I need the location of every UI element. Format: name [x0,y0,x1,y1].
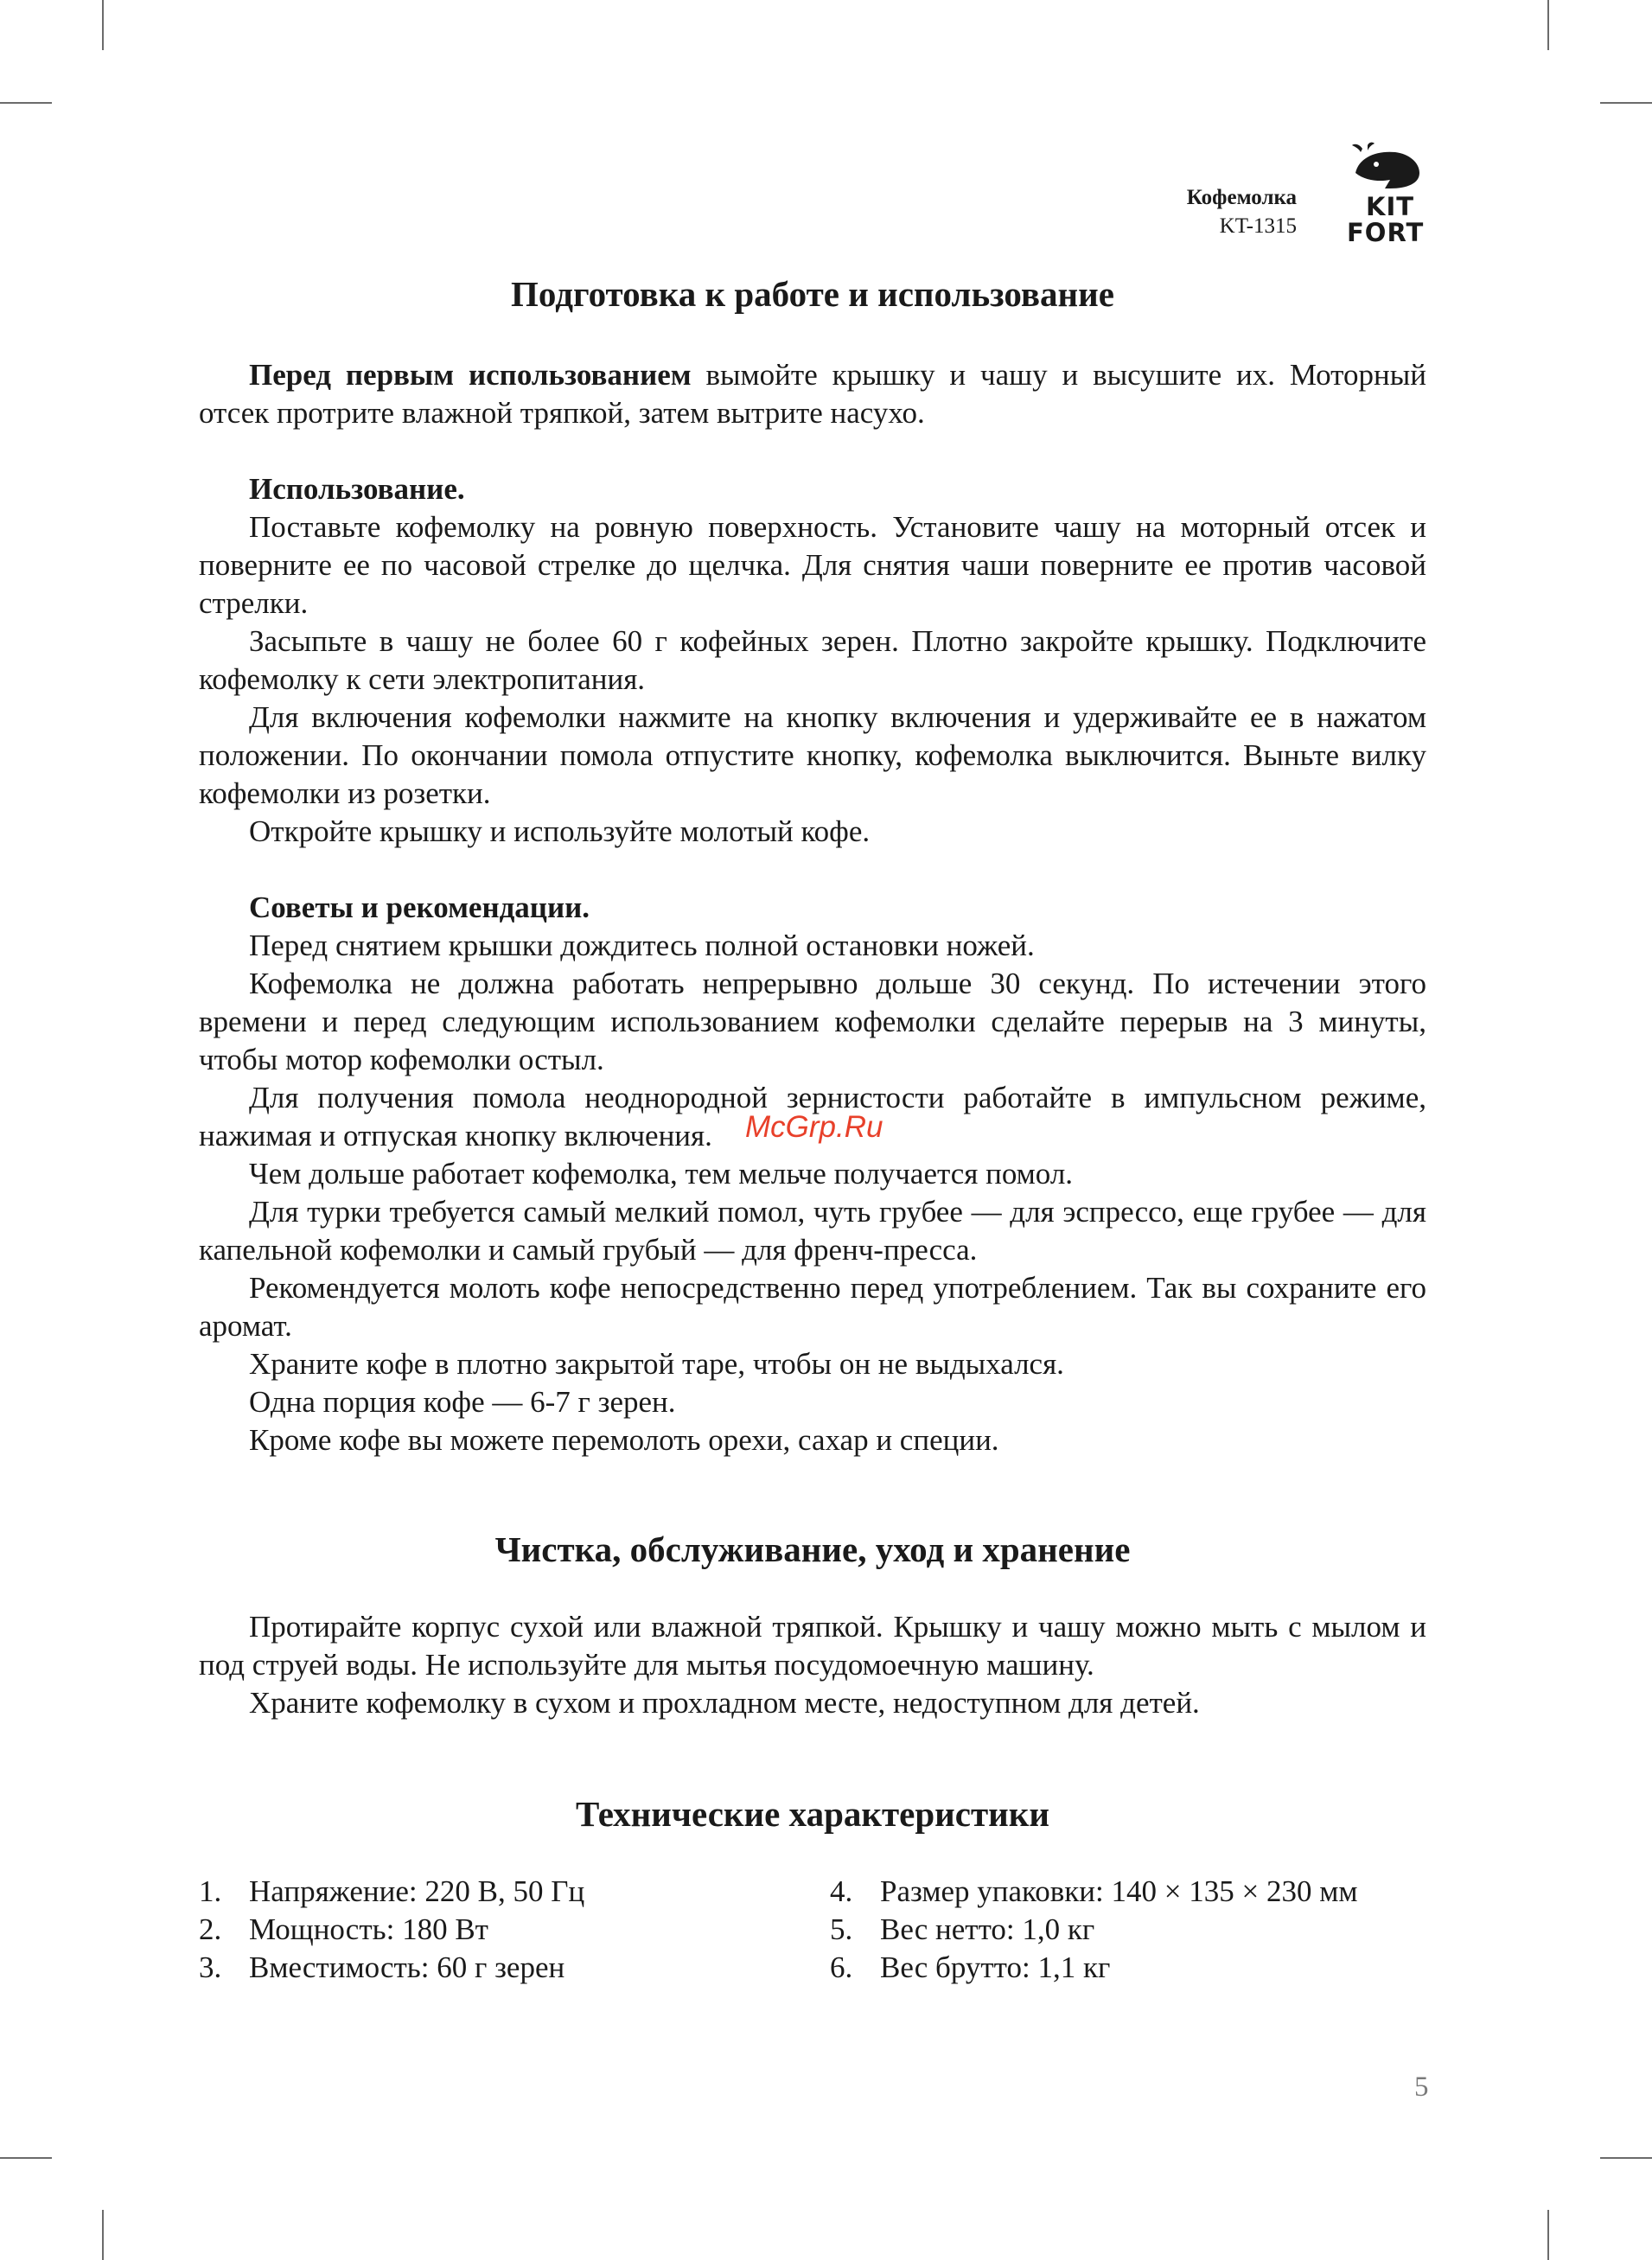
intro-text: вымойте крышку и чашу и высушите их. Моторный отсек протрите влажной тряпкой, затем вытрите насухо. [199,358,1426,430]
product-label [1187,183,1297,240]
section-body-cleaning [199,1608,1426,1722]
tip-paragraph: Чем дольше работает кофемолка, тем мельче получается помол. [249,1157,1074,1191]
spec-text: Вес брутто: 1,1 кг [880,1950,1111,1984]
usage-paragraph: Поставьте кофемолку на ровную поверхность. Установите чашу на моторный отсек и поверните ее по часовой стрелке до щелчка. Для снятия чаши поверните ее против часовой стрелки. [199,510,1426,620]
spec-item [830,1873,1358,1911]
spec-number: 3. [199,1950,222,1984]
spec-number: 6. [830,1950,853,1984]
crop-mark [102,0,104,50]
usage-paragraph: Откройте крышку и используйте молотый кофе. [249,814,871,848]
tips-heading: Советы и рекомендации. [249,891,590,924]
cleaning-paragraph: Протирайте корпус сухой или влажной тряпкой. Крышку и чашу можно мыть с мылом и под струей воды. Не используйте для мытья посудомоечную машину. [199,1610,1426,1682]
spec-text: Размер упаковки: 140 × 135 × 230 мм [880,1874,1358,1908]
spec-item [199,1873,584,1911]
page-number: 5 [1414,2072,1429,2103]
section-title-cleaning: Чистка, обслуживание, уход и хранение [494,1529,1131,1569]
spec-text: Мощность: 180 Вт [249,1912,488,1946]
page-header [1124,130,1444,247]
spec-text: Вес нетто: 1,0 кг [880,1912,1095,1946]
crop-mark [1600,2157,1652,2159]
crop-mark [0,102,52,104]
spec-number: 2. [199,1912,222,1946]
crop-mark [0,2157,52,2159]
spec-item [830,1911,1358,1949]
whale-icon [1350,138,1423,192]
crop-mark [1547,0,1549,50]
usage-paragraph: Для включения кофемолки нажмите на кнопку включения и удерживайте ее в нажатом положении. По окончании помола отпустите кнопку, кофемолка выключится. Выньте вилку кофемолки из розетки. [199,700,1426,810]
tip-paragraph: Для турки требуется самый мелкий помол, чуть грубее — для эспрессо, еще грубее — для капельной кофемолки и самый грубый — для френч-пресса. [199,1195,1426,1267]
spec-list [199,1873,1426,1994]
logo-text-fort: FORT [1347,218,1425,247]
spec-item [199,1949,584,1987]
crop-mark [102,2210,104,2260]
spec-text: Напряжение: 220 В, 50 Гц [249,1874,585,1908]
spec-number: 1. [199,1874,222,1908]
cleaning-paragraph: Храните кофемолку в сухом и прохладном месте, недоступном для детей. [249,1686,1200,1720]
logo-text-kit: KIT [1366,192,1415,221]
product-model: KT-1315 [1219,214,1297,238]
spec-number: 5. [830,1912,853,1946]
usage-heading: Использование. [249,472,465,506]
crop-mark [1547,2210,1549,2260]
tip-paragraph: Храните кофе в плотно закрытой таре, чтобы он не выдыхался. [249,1347,1064,1381]
spec-column-left [199,1873,584,1987]
crop-mark [1600,102,1652,104]
tip-paragraph: Кроме кофе вы можете перемолоть орехи, сахар и специи. [249,1423,999,1457]
spec-item [830,1949,1358,1987]
tip-paragraph: Рекомендуется молоть кофе непосредственно перед употреблением. Так вы сохраните его аромат. [199,1271,1426,1343]
tip-paragraph: Перед снятием крышки дождитесь полной остановки ножей. [249,929,1035,962]
usage-paragraph: Засыпьте в чашу не более 60 г кофейных зерен. Плотно закройте крышку. Подключите кофемолку к сети электропитания. [199,624,1426,696]
intro-bold: Перед первым использованием [249,358,692,392]
section-body-preparation [199,356,1426,1459]
watermark: McGrp.Ru [745,1110,883,1144]
product-title: Кофемолка [1186,186,1297,209]
spec-item [199,1911,584,1949]
spec-column-right [830,1873,1358,1987]
brand-logo [1321,138,1433,249]
section-title-preparation: Подготовка к работе и использование [511,274,1114,314]
intro-paragraph [199,356,1426,432]
tip-paragraph: Одна порция кофе — 6-7 г зерен. [249,1385,676,1419]
tip-paragraph: Кофемолка не должна работать непрерывно дольше 30 секунд. По истечении этого времени и перед следующим использованием кофемолки сделайте перерыв на 3 минуты, чтобы мотор кофемолки остыл. [199,967,1426,1076]
spec-text: Вместимость: 60 г зерен [249,1950,565,1984]
section-title-specs: Технические характеристики [576,1794,1049,1834]
spec-number: 4. [830,1874,853,1908]
tip-paragraph: Для получения помола неоднородной зернистости работайте в импульсном режиме, нажимая и отпуская кнопку включения. [199,1081,1426,1152]
